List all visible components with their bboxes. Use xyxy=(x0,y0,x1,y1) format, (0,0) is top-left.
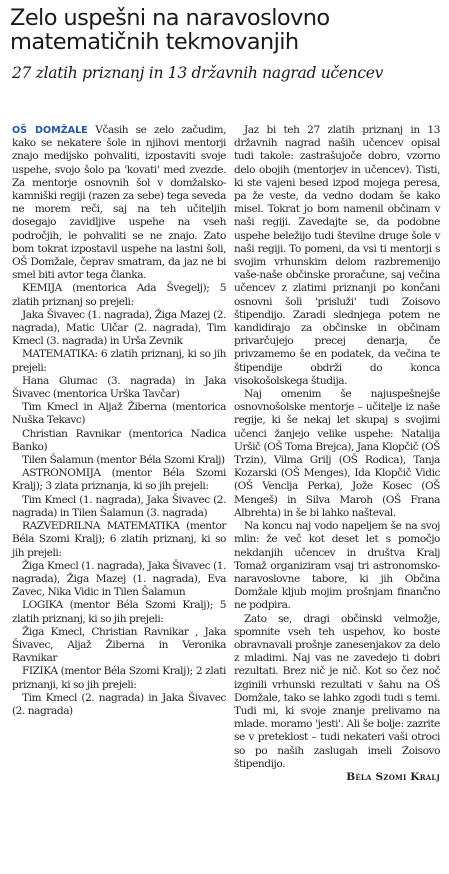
fizika-heading: FIZIKA (mentor Béla Szomi Kralj); 2 zlati priznanji, ki so jih prejeli: xyxy=(12,665,226,691)
article-author: Béla Szomi Kralj xyxy=(346,770,440,783)
right-paragraph-4: Zato se, dragi občinski velmožje, spomnite vseh teh uspehov, ko boste obravnavali prošnje zanesenjakov za delo z mladimi. Naj vas ne zavedejo ti dobri rezultati. Brez nič je nič. Kot so čez noč izginili vrhunski rezultati v šahu na OŠ Domžale, tako se lahko zgodi tudi s temi. Tudi mi, ki svoje znanje prelivamo na mlade. moramo 'jesti'. Ali še bolje: zazrite se v preteklost – tudi nekateri vaši otroci so po naših zaslugah imeli Zoisovo štipendijo. xyxy=(234,612,440,770)
razvedrilna-list: Žiga Kmecl (1. nagrada), Jaka Šivavec (1. nagrada), Žiga Mazej (1. nagrada), Eva Zavec, Nika Vidic in Tilen Šalamun xyxy=(12,559,226,599)
article-body xyxy=(12,124,440,784)
matematika-item-1: Hana Glumac (3. nagrada) in Jaka Šivavec (mentorica Urška Tavčar) xyxy=(12,374,226,401)
logika-heading: LOGIKA (mentor Béla Szomi Kralj); 5 zlatih priznanj, ki so jih prejeli: xyxy=(12,599,226,625)
matematika-item-3: Christian Ravnikar (mentorica Nadica Banko) xyxy=(12,427,226,453)
fizika-list: Tim Kmecl (2. nagrada) in Jaka Šivavec (2. nagrada) xyxy=(12,691,226,717)
article-subheadline: 27 zlatih priznanj in 13 državnih nagrad učencev xyxy=(12,64,384,82)
logika-list: Žiga Kmecl, Christian Ravnikar , Jaka Šivavec, Aljaž Žiberna in Veronika Ravnikar xyxy=(12,625,226,665)
article-headline xyxy=(10,6,439,54)
matematika-heading: MATEMATIKA: 6 zlatih priznanj, ki so jih prejeli: xyxy=(12,348,226,374)
intro-text: Včasih se zelo začudim, kako se nekatere šole in njihovi mentorji znajo medijsko pohvaliti, izpostaviti svoje uspehe, svojo šolo pa 'kovati' med zvezde. Za mentorje osnovnih šol v domžalsko-kamniški regiji (razen za sebe) tega seveda ne morem reči, saj na teh učiteljih dosegajo zavidljive uspehe na vseh področjih, le pohvaliti se ne znajo. Zato bom tokrat izpostavil uspehe na lastni šoli, OŠ Domžale, čeprav smatram, da jaz ne bi smel biti avtor tega članka. xyxy=(12,124,227,282)
left-column xyxy=(12,124,226,784)
right-paragraph-3: Na koncu naj vodo napeljem še na svoj mlin: že več kot deset let s pomočjo nekdanjih učencev in društva Kralj Tomaž organiziram vsaj tri astronomsko-naravoslovne tabore, ki jih Občina Domžale kljub mojim prošnjam finančno ne podpira. xyxy=(234,520,440,612)
right-paragraph-1: Jaz bi teh 27 zlatih priznanj in 13 državnih nagrad naših učencev opisal tudi takole: zastrašujoče dobro, vzorno delo obojih (mentorjev in učencev). Tisti, ki ste vajeni besed izpod mojega peresa, pa že veste, da vedno dodam še kako misel. Tokrat jo bom namenil občinam v naši regiji. Zavedajte se, da podobne uspehe beležijo tudi številne druge šole v naši regiji. To pomeni, da vsi ti mentorji s svojim vrhunskim delom razbremenijo vaše-naše občinske proračune, saj večina učencev z zlatimi priznanji po končani osnovni šoli 'prisluži' tudi Zoisovo štipendijo. Zaradi slednjega potem ne kandidirajo za občinske in občinam privarčujejo precej denarja, če privzamemo še en podatek, da večina te štipendije obdrži do konca visokošolskega študija. xyxy=(234,124,440,387)
kemija-heading: KEMIJA (mentorica Ada Švegelj); 5 zlatih priznanj so prejeli: xyxy=(12,282,226,308)
right-paragraph-2: Naj omenim še najuspešnejše osnovnošolske mentorje – učitelje iz naše regije, ki še nekaj let skupaj s svojimi učenci žanjejo velike uspehe: Natalija Uršič (OŠ Toma Brejca), Jana Klopčič (OŠ Trzin), Vilma Grilj (OŠ Rodica), Tanja Kozarski (OŠ Menges), Ida Klopčič Vidic (OŠ Venclja Perka), Jože Kosec (OŠ Mengeš) in Silva Maroh (OŠ Frana Albrehta) in še bi lahko našteval. xyxy=(234,388,440,519)
matematika-item-2: Tim Kmecl in Aljaž Žiberna (mentorica Nuška Tekavc) xyxy=(12,401,226,427)
location-label: OŠ DOMŽALE xyxy=(12,125,88,136)
matematika-item-4: Tilen Šalamun (mentor Béla Szomi Kralj) xyxy=(22,454,225,467)
astronomija-heading: ASTRONOMIJA (mentor Béla Szomi Kralj); 3 zlata priznanja, ki so jih prejeli: xyxy=(12,467,226,493)
right-column xyxy=(234,124,440,784)
intro-paragraph xyxy=(12,124,226,282)
headline-line-2: matematičnih tekmovanjih xyxy=(10,29,299,55)
headline-line-1: Zelo uspešni na naravoslovno xyxy=(10,5,330,31)
razvedrilna-heading: RAZVEDRILNA MATEMATIKA (mentor Béla Szomi Kralj); 6 zlatih priznanj, ki so jih prejeli: xyxy=(12,520,226,559)
kemija-list: Jaka Šivavec (1. nagrada), Žiga Mazej (2. nagrada), Matic Ulčar (2. nagrada), Tim Kmecl (3. nagrada) in Urša Zevnik xyxy=(12,308,226,348)
astronomija-list: Tim Kmecl (1. nagrada), Jaka Šivavec (2. nagrada) in Tilen Šalamun (3. nagrada) xyxy=(12,493,226,519)
